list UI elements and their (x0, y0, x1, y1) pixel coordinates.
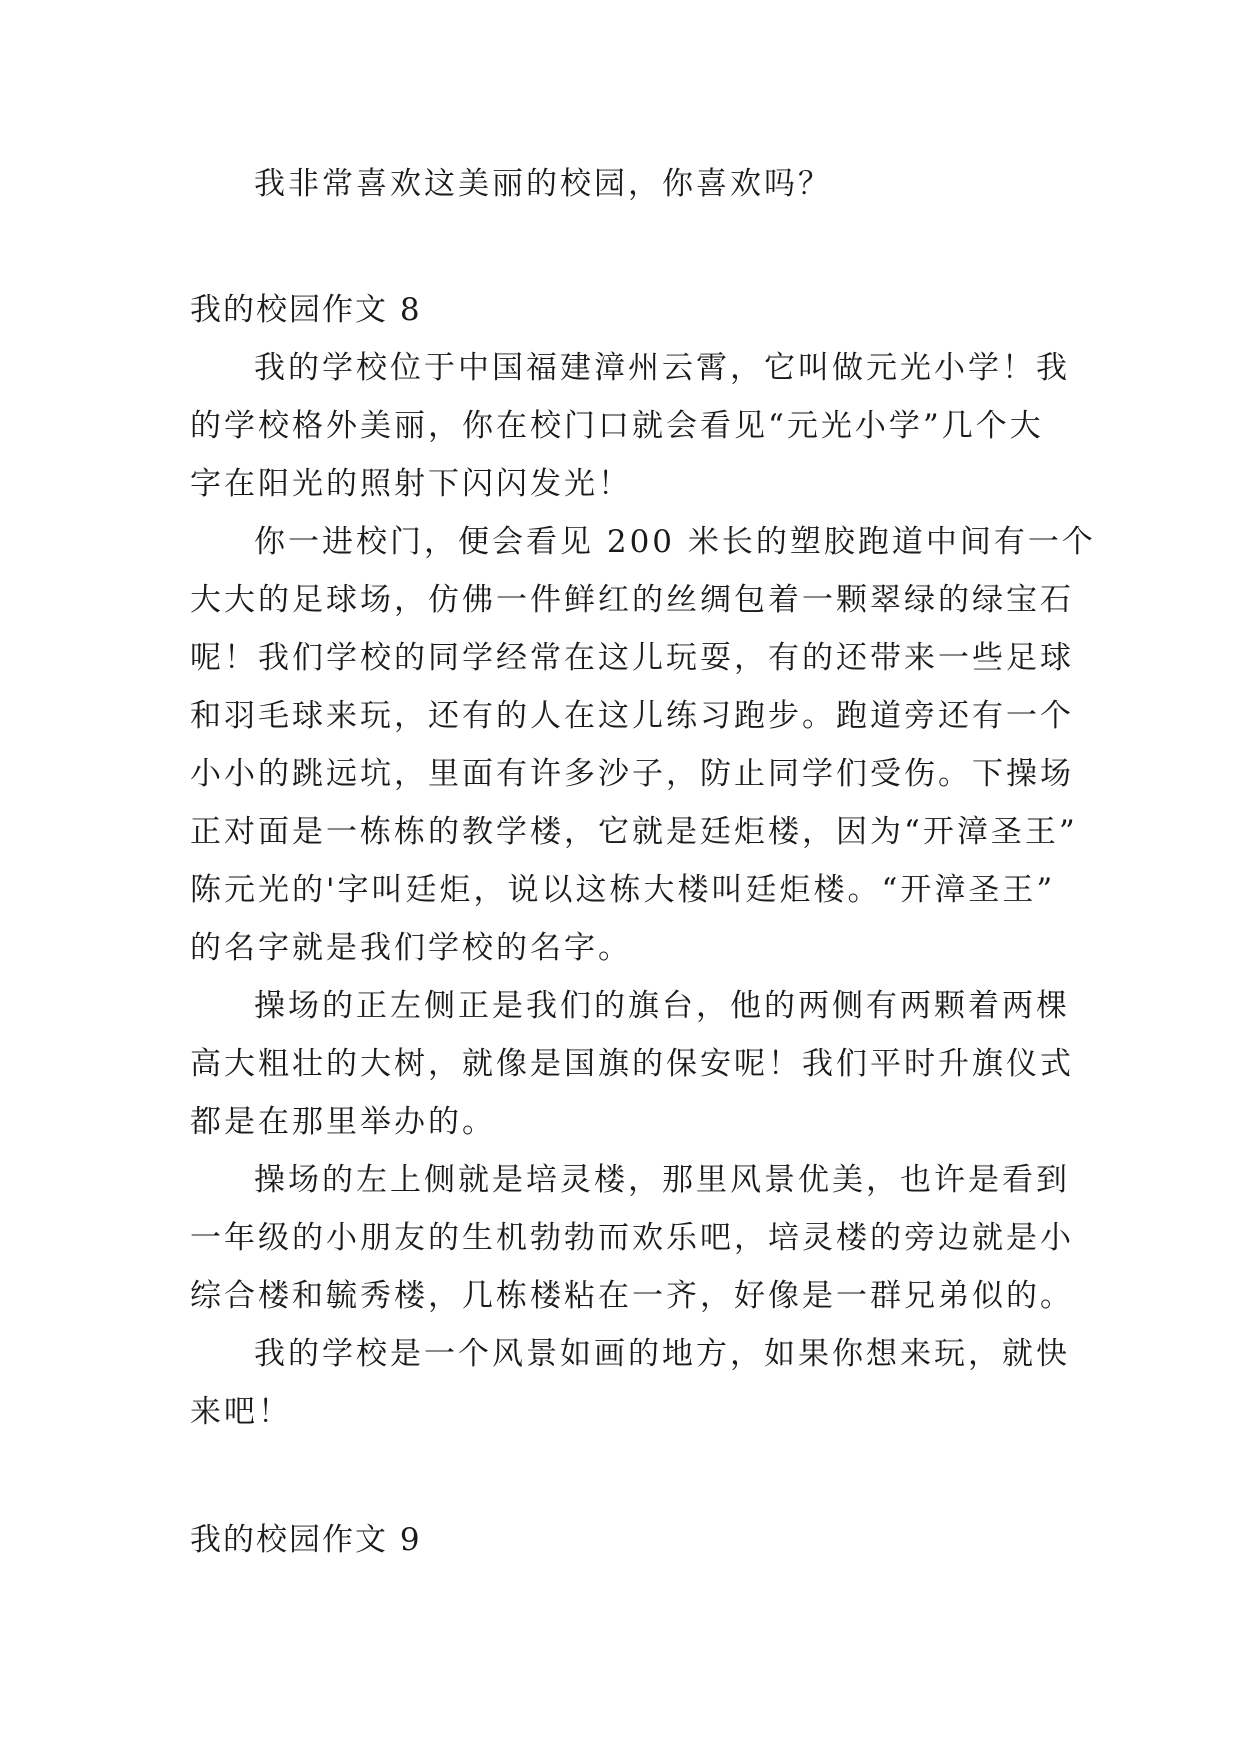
section-gap (190, 1441, 1060, 1511)
essay-8-paragraph (190, 977, 1074, 1151)
essay-8-paragraph (190, 1325, 1070, 1441)
paragraph-line: 和羽毛球来玩，还有的人在这儿练习跑步。跑道旁还有一个 (190, 698, 1074, 734)
paragraph-line: 呢！我们学校的同学经常在这儿玩耍，有的还带来一些足球 (190, 640, 1074, 676)
paragraph-line: 的名字就是我们学校的名字。 (190, 930, 632, 966)
paragraph-line: 都是在那里举办的。 (190, 1104, 496, 1140)
essay-8-paragraph (190, 339, 1070, 513)
essay-8-title: 我的校园作文 8 (190, 292, 422, 328)
paragraph-line: 综合楼和毓秀楼，几栋楼粘在一齐，好像是一群兄弟似的。 (190, 1278, 1074, 1314)
paragraph-line: 一年级的小朋友的生机勃勃而欢乐吧，培灵楼的旁边就是小 (190, 1220, 1074, 1256)
paragraph-line: 你一进校门，便会看见 200 米长的塑胶跑道中间有一个 (254, 524, 1096, 560)
paragraph-line: 我的学校是一个风景如画的地方，如果你想来玩，就快 (254, 1336, 1070, 1372)
intro-line: 我非常喜欢这美丽的校园，你喜欢吗？ (254, 166, 832, 202)
paragraph-line: 字在阳光的照射下闪闪发光！ (190, 466, 632, 502)
essay-8-paragraph (190, 513, 1096, 977)
paragraph-line: 我的学校位于中国福建漳州云霄，它叫做元光小学！我 (254, 350, 1070, 386)
document-body (190, 155, 1096, 1569)
paragraph-line: 的学校格外美丽，你在校门口就会看见“元光小学”几个大 (190, 408, 1044, 444)
paragraph-line: 小小的跳远坑，里面有许多沙子，防止同学们受伤。下操场 (190, 756, 1074, 792)
paragraph-line: 操场的左上侧就是培灵楼，那里风景优美，也许是看到 (254, 1162, 1070, 1198)
section-gap (190, 213, 1060, 271)
essay-8-body (190, 339, 1096, 1441)
paragraph-line: 来吧！ (190, 1394, 292, 1430)
paragraph-line: 正对面是一栋栋的教学楼，它就是廷炬楼，因为“开漳圣王” (190, 814, 1078, 850)
paragraph-line: 操场的正左侧正是我们的旗台，他的两侧有两颗着两棵 (254, 988, 1070, 1024)
essay-8-paragraph (190, 1151, 1074, 1325)
paragraph-line: 陈元光的'字叫廷炬，说以这栋大楼叫廷炬楼。“开漳圣王” (190, 872, 1056, 908)
essay-9-title: 我的校园作文 9 (190, 1522, 422, 1558)
paragraph-line: 高大粗壮的大树，就像是国旗的保安呢！我们平时升旗仪式 (190, 1046, 1074, 1082)
paragraph-line: 大大的足球场，仿佛一件鲜红的丝绸包着一颗翠绿的绿宝石 (190, 582, 1074, 618)
